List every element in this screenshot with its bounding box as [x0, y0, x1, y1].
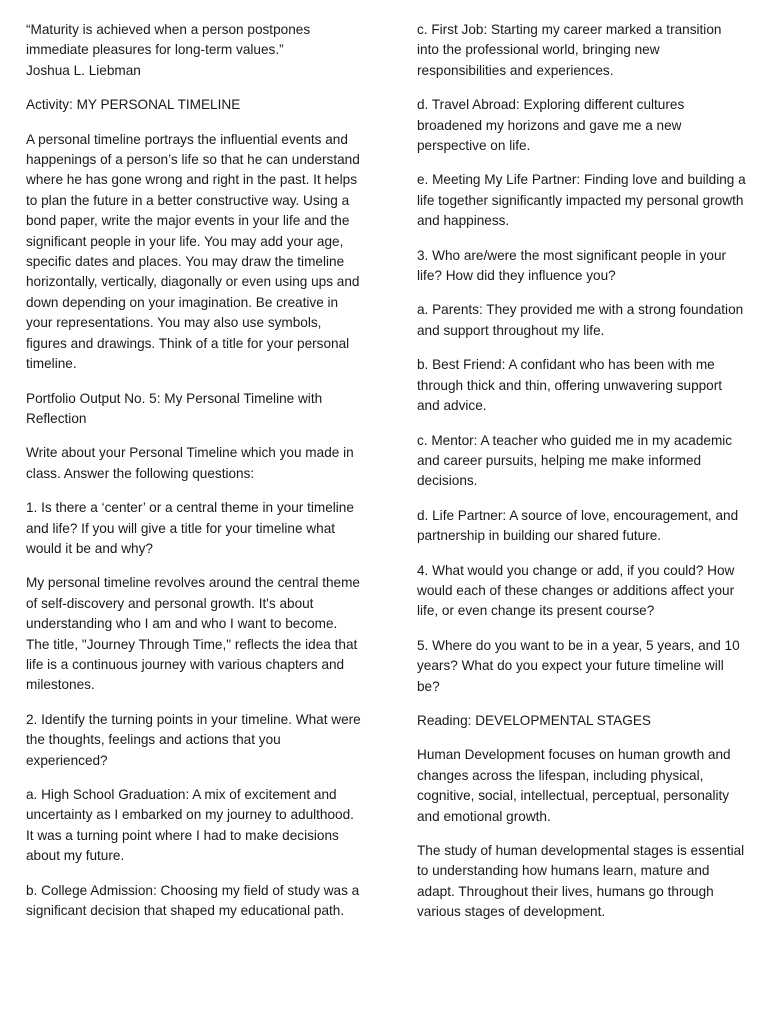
answer-2d: d. Travel Abroad: Exploring different cultures broadened my horizons and gave me a new perspective on life.: [417, 97, 685, 154]
answer-2e: e. Meeting My Life Partner: Finding love and building a life together significantly impacted my personal growth and happiness.: [417, 172, 746, 229]
document-page: [0, 20, 768, 1020]
answer-2c: c. First Job: Starting my career marked a transition into the professional world, bringing new responsibilities and experiences.: [417, 22, 722, 78]
answer-2a: a. High School Graduation: A mix of excitement and uncertainty as I embarked on my journey to adulthood. It was a turning point where I had to make decisions about my future.: [26, 787, 354, 864]
quote-block: [26, 20, 364, 81]
question-5: 5. Where do you want to be in a year, 5 years, and 10 years? What do you expect your future timeline will be?: [417, 637, 740, 694]
reading-paragraph-1: Human Development focuses on human growth and changes across the lifespan, including physical, cognitive, social, intellectual, perceptual, personality and emotional growth.: [417, 747, 731, 824]
question-3: 3. Who are/were the most significant people in your life? How did they influence you?: [417, 247, 727, 284]
left-column: [26, 20, 364, 935]
answer-1: My personal timeline revolves around the central theme of self-discovery and personal growth. It's about understanding who I am and who I want to become. The title, "Journey Through Time," reflects the idea that life is a continuous journey with various chapters and milestones.: [26, 575, 360, 693]
answer-3a: a. Parents: They provided me with a strong foundation and support throughout my life.: [417, 302, 744, 338]
right-column: [417, 20, 747, 937]
answer-3d: d. Life Partner: A source of love, encouragement, and partnership in building our shared future.: [417, 507, 739, 544]
question-2: 2. Identify the turning points in your timeline. What were the thoughts, feelings and actions that you experienced?: [26, 711, 361, 768]
portfolio-intro: Write about your Personal Timeline which you made in class. Answer the following questions:: [26, 445, 354, 481]
answer-3b: b. Best Friend: A confidant who has been with me through thick and thin, offering unwavering support and advice.: [417, 357, 723, 414]
reading-heading: Reading: DEVELOPMENTAL STAGES: [417, 712, 651, 728]
activity-body: A personal timeline portrays the influential events and happenings of a person’s life so that he can understand where he has gone wrong and right in the past. It helps to plan the future in a better constructive way. Using a bond paper, write the major events in your life and the significant people in your life. You may add your age, specific dates and places. You may draw the timeline horizontally, vertically, diagonally or even using ups and down depending on your imagination. Be creative in your representations. You may also use symbols, figures and drawings. Think of a title for your personal timeline.: [26, 131, 360, 372]
activity-heading: Activity: MY PERSONAL TIMELINE: [26, 97, 241, 113]
answer-3c: c. Mentor: A teacher who guided me in my academic and career pursuits, helping me make informed decisions.: [417, 432, 733, 489]
portfolio-heading: Portfolio Output No. 5: My Personal Timeline with Reflection: [26, 390, 323, 426]
quote-author: Joshua L. Liebman: [26, 62, 141, 78]
answer-2b: b. College Admission: Choosing my field of study was a significant decision that shaped my educational path.: [26, 882, 360, 919]
question-1: 1. Is there a ‘center’ or a central theme in your timeline and life? If you will give a title for your timeline what would it be and why?: [26, 500, 354, 556]
question-4: 4. What would you change or add, if you could? How would each of these changes or additions affect your life, or even change its present course?: [417, 562, 735, 619]
quote-text: “Maturity is achieved when a person postpones immediate pleasures for long-term values.”: [26, 22, 311, 58]
reading-paragraph-2: The study of human developmental stages is essential to understanding how humans learn, mature and adapt. Throughout their lives, humans go through various stages of development.: [417, 843, 745, 920]
